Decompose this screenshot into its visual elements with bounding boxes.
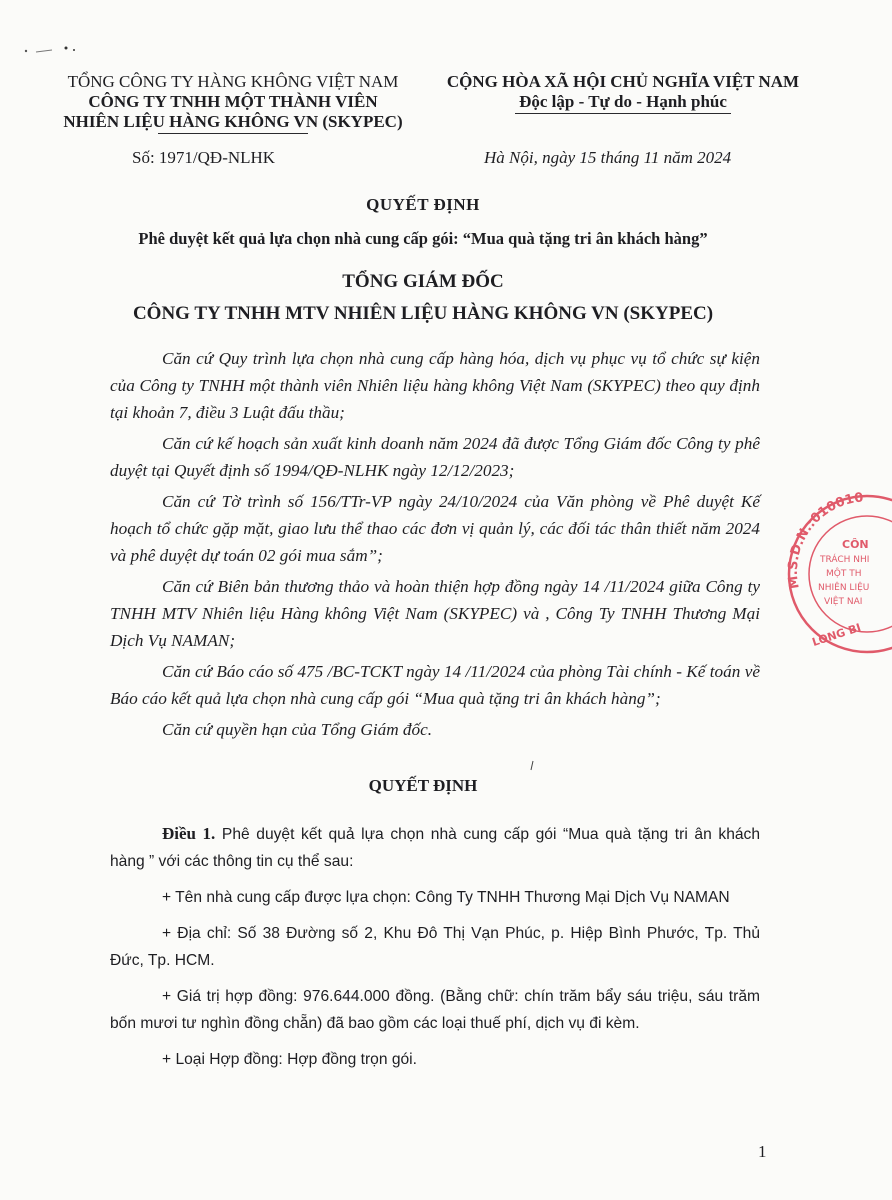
page-number: 1 xyxy=(758,1142,767,1161)
basis-item: Căn cứ kế hoạch sản xuất kinh doanh năm 2024 đã được Tổng Giám đốc Công ty phê duyệt tại Quyết định số 1994/QĐ-NLHK ngày 12/12/2023; xyxy=(110,434,760,480)
stamp-text: CÔN xyxy=(842,538,869,551)
stamp-text: MỘT TH xyxy=(826,569,862,579)
national-header xyxy=(440,72,806,114)
detail-item: + Địa chỉ: Số 38 Đường số 2, Khu Đô Thị Vạn Phúc, p. Hiệp Bình Phước, Tp. Thủ Đức, Tp. HCM. xyxy=(110,925,760,969)
header-right-underline xyxy=(515,113,731,114)
parent-org: TỔNG CÔNG TY HÀNG KHÔNG VIỆT NAM xyxy=(67,72,399,91)
article-1-text: Phê duyệt kết quả lựa chọn nhà cung cấp gói “Mua quà tặng tri ân khách hàng ” với các thông tin cụ thể sau: xyxy=(110,826,761,870)
country-name: CỘNG HÒA XÃ HỘI CHỦ NGHĨA VIỆT NAM xyxy=(446,72,800,91)
issuer-company: CÔNG TY TNHH MTV NHIÊN LIỆU HÀNG KHÔNG VN (SKYPEC) xyxy=(132,303,714,324)
legal-basis xyxy=(110,345,760,747)
company-name-line1: CÔNG TY TNHH MỘT THÀNH VIÊN xyxy=(88,92,378,111)
basis-item: Căn cứ Biên bản thương thảo và hoàn thiện hợp đồng ngày 14 /11/2024 giữa Công ty TNHH MTV Nhiên liệu Hàng không Việt Nam (SKYPEC) và , Công Ty TNHH Thương Mại Dịch Vụ NAMAN; xyxy=(110,577,760,650)
stamp-bottom-text: LONG BI xyxy=(810,620,863,649)
document-number: Số: 1971/QĐ-NLHK xyxy=(132,148,276,167)
place-date: Hà Nội, ngày 15 tháng 11 năm 2024 xyxy=(484,148,732,167)
company-name-line2: NHIÊN LIỆU HÀNG KHÔNG VN (SKYPEC) xyxy=(63,112,403,131)
basis-item: Căn cứ quyền hạn của Tổng Giám đốc. xyxy=(162,720,433,739)
basis-item: Căn cứ Quy trình lựa chọn nhà cung cấp hàng hóa, dịch vụ phục vụ tổ chức sự kiện của Công ty TNHH một thành viên Nhiên liệu hàng không Việt Nam (SKYPEC) theo quy định tại khoản 7, điều 3 Luật đấu thầu; xyxy=(110,349,760,422)
stamp-ring-text: M.S.D.N.:010010 xyxy=(785,490,865,590)
stamp-text: NHIÊN LIỆU xyxy=(818,583,870,593)
basis-item: Căn cứ Tờ trình số 156/TTr-VP ngày 24/10/2024 của Văn phòng về Phê duyệt Kế hoạch tổ chức gặp mặt, giao lưu thể thao các đơn vị quản lý, các đối tác thân thiết năm 2024 và phê duyệt dự toán 02 gói mua sắm”; xyxy=(110,492,760,565)
issuer-title: TỔNG GIÁM ĐỐC xyxy=(342,271,504,292)
detail-item: + Giá trị hợp đồng: 976.644.000 đồng. (Bằng chữ: chín trăm bẩy sáu triệu, sáu trăm bốn mươi tư nghìn đồng chẵn) đã bao gồm các loại thuế phí, dịch vụ đi kèm. xyxy=(110,988,760,1032)
detail-item: + Loại Hợp đồng: Hợp đồng trọn gói. xyxy=(162,1051,417,1068)
stamp-text: TRÁCH NHI xyxy=(820,555,870,565)
decision-title: QUYẾT ĐỊNH xyxy=(366,195,480,214)
decision-subtitle: Phê duyệt kết quả lựa chọn nhà cung cấp gói: “Mua quà tặng tri ân khách hàng” xyxy=(138,229,708,248)
motto: Độc lập - Tự do - Hạnh phúc xyxy=(519,92,727,111)
header-left-underline xyxy=(158,133,308,134)
scan-mark xyxy=(528,760,536,772)
stamp-text: VIỆT NAI xyxy=(824,597,863,607)
decision-heading: QUYẾT ĐỊNH xyxy=(368,776,478,795)
scan-mark xyxy=(22,44,82,58)
basis-item: Căn cứ Báo cáo số 475 /BC-TCKT ngày 14 /11/2024 của phòng Tài chính - Kế toán về Báo cáo kết quả lựa chọn nhà cung cấp gói “Mua quà tặng tri ân khách hàng”; xyxy=(110,662,760,708)
organization-header xyxy=(58,72,408,134)
company-stamp xyxy=(772,488,892,658)
detail-item: + Tên nhà cung cấp được lựa chọn: Công Ty TNHH Thương Mại Dịch Vụ NAMAN xyxy=(162,889,730,906)
article-1 xyxy=(110,820,760,875)
article-1-lead: Điều 1. xyxy=(162,824,216,843)
decision-body xyxy=(110,820,760,1082)
